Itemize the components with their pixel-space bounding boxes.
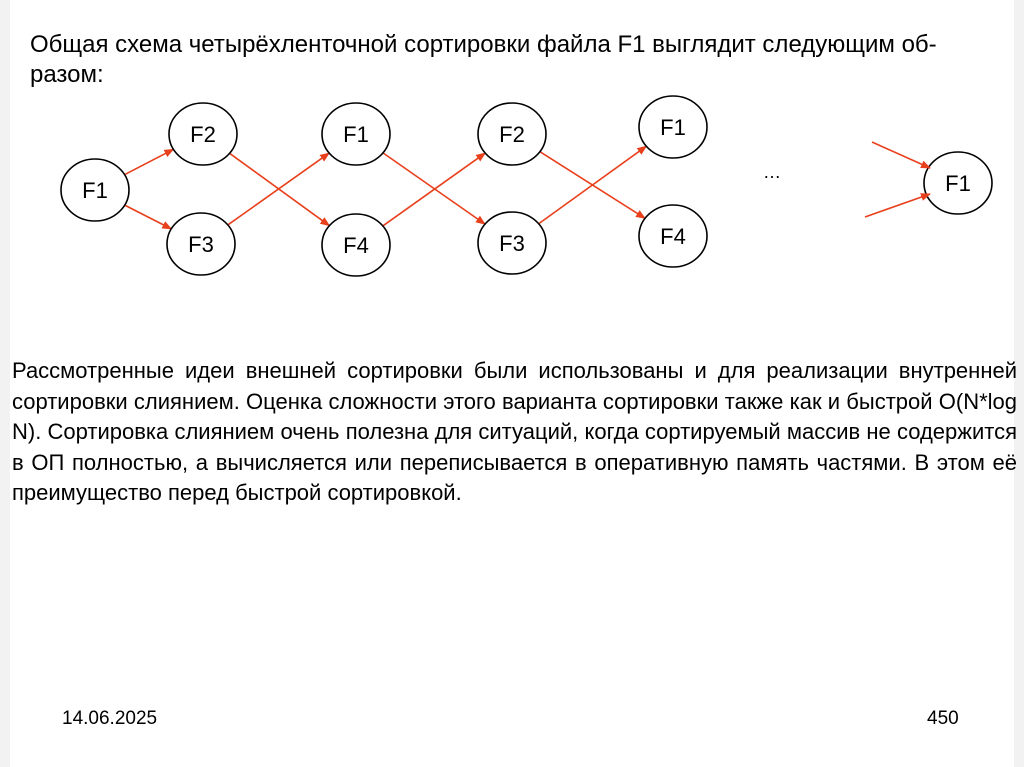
incoming-arrow-lower <box>865 194 930 217</box>
node-n5 <box>478 103 546 165</box>
intro-text: Общая схема четырёхленточной сортировки файла F1 выглядит следующим об-разом: <box>30 31 937 88</box>
node-n2 <box>167 213 235 275</box>
edge-n6-n7 <box>539 146 647 224</box>
node-label: F3 <box>499 231 525 256</box>
node-n3 <box>322 103 390 165</box>
node-label: F1 <box>343 122 369 147</box>
node-label: F1 <box>660 115 686 140</box>
node-label: F4 <box>660 224 686 249</box>
node-label: F1 <box>82 178 108 203</box>
node-n6 <box>478 212 546 274</box>
page-number: 450 <box>927 708 959 729</box>
node-label: F2 <box>499 122 525 147</box>
nodes-layer <box>61 96 992 276</box>
footer-date: 14.06.2025 <box>62 708 158 729</box>
node-n9 <box>924 152 992 214</box>
node-n7 <box>639 96 707 158</box>
incoming-arrow-upper <box>872 142 930 168</box>
node-n4 <box>322 214 390 276</box>
ellipsis: … <box>763 162 781 182</box>
node-label: F3 <box>188 232 214 257</box>
node-label: F1 <box>945 171 971 196</box>
node-label: F2 <box>190 122 216 147</box>
edge-n0-n1 <box>125 149 174 174</box>
node-n1 <box>169 103 237 165</box>
edge-n0-n2 <box>125 205 172 229</box>
node-n0 <box>61 159 129 221</box>
body-text: Рассмотренные идеи внешней сортировки были использованы и для реализации внутренней сортировки слиянием. Оценка сложности этого варианта сортировки также как и быстрой O(N*log N). Сортировка слиянием очень полезна для ситуаций, когда сортируемый массив не содержится в ОП полностью, а вычисляется или переписывается в оперативную память частями. В этом её преимущество перед быстрой сортировкой. <box>12 358 1017 505</box>
sorting-diagram <box>0 0 1024 330</box>
node-n8 <box>639 205 707 267</box>
node-label: F4 <box>343 233 369 258</box>
